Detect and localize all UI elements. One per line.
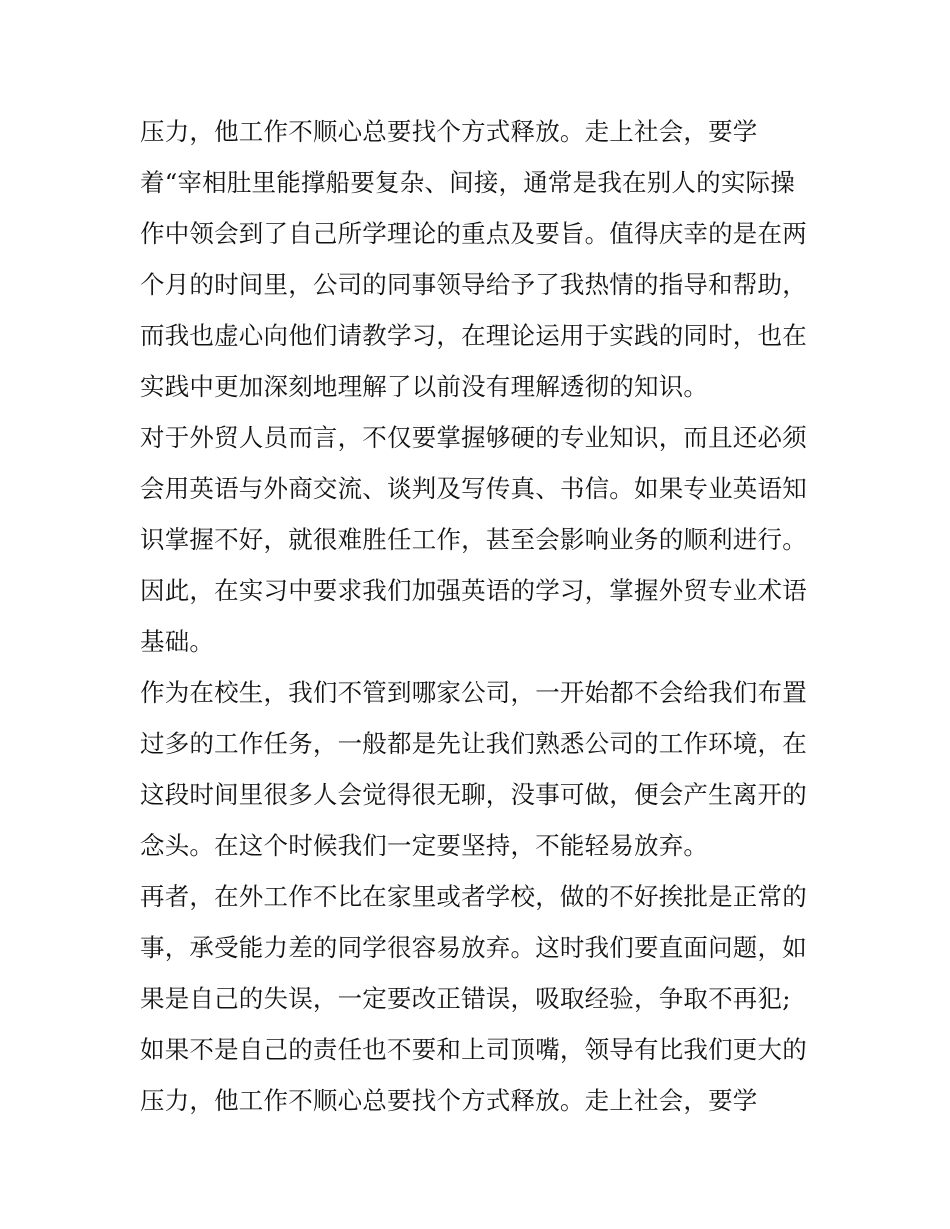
text-line-20: 压力，他工作不顺心总要找个方式释放。走上社会，要学 bbox=[140, 1086, 758, 1115]
text-line-6: 实践中更加深刻地理解了以前没有理解透彻的知识。 bbox=[140, 372, 709, 401]
text-line-5: 而我也虚心向他们请教学习，在理论运用于实践的同时，也在 bbox=[140, 321, 807, 350]
text-line-1: 压力，他工作不顺心总要找个方式释放。走上社会，要学 bbox=[140, 117, 758, 146]
text-line-16: 再者，在外工作不比在家里或者学校，做的不好挨批是正常的 bbox=[140, 882, 807, 911]
text-line-3: 作中领会到了自己所学理论的重点及要旨。值得庆幸的是在两 bbox=[140, 219, 807, 248]
text-line-19: 如果不是自己的责任也不要和上司顶嘴，领导有比我们更大的 bbox=[140, 1035, 807, 1064]
text-line-14: 这段时间里很多人会觉得很无聊，没事可做，便会产生离开的 bbox=[140, 780, 807, 809]
text-line-15: 念头。在这个时候我们一定要坚持，不能轻易放弃。 bbox=[140, 831, 709, 860]
text-line-4: 个月的时间里，公司的同事领导给予了我热情的指导和帮助， bbox=[140, 270, 807, 299]
text-line-10: 因此，在实习中要求我们加强英语的学习，掌握外贸专业术语 bbox=[140, 576, 807, 605]
text-line-2: 着“宰相肚里能撑船要复杂、间接，通常是我在别人的实际操 bbox=[140, 168, 795, 197]
text-line-8: 会用英语与外商交流、谈判及写传真、书信。如果专业英语知 bbox=[140, 474, 807, 503]
text-line-12: 作为在校生，我们不管到哪家公司，一开始都不会给我们布置 bbox=[140, 678, 807, 707]
text-line-11: 基础。 bbox=[140, 627, 215, 656]
text-line-17: 事，承受能力差的同学很容易放弃。这时我们要直面问题，如 bbox=[140, 933, 807, 962]
body-text bbox=[140, 106, 820, 1126]
text-line-13: 过多的工作任务，一般都是先让我们熟悉公司的工作环境，在 bbox=[140, 729, 807, 758]
text-line-7: 对于外贸人员而言，不仅要掌握够硬的专业知识，而且还必须 bbox=[140, 423, 807, 452]
text-line-9: 识掌握不好，就很难胜任工作，甚至会影响业务的顺利进行。 bbox=[140, 525, 807, 554]
text-line-18: 果是自己的失误，一定要改正错误，吸取经验，争取不再犯; bbox=[140, 984, 791, 1013]
